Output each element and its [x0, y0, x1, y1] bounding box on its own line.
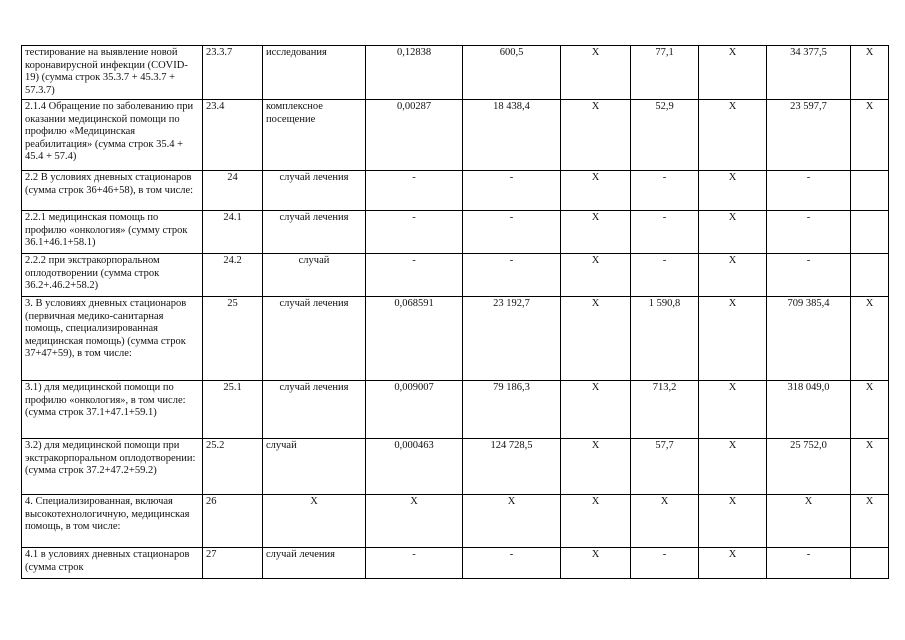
unit-cell: исследования [263, 46, 366, 100]
table-row [22, 254, 889, 297]
x-cell-3: X [851, 297, 889, 381]
total-cell: X [767, 495, 851, 548]
cost-cell: - [463, 254, 561, 297]
unit-cell: случай лечения [263, 171, 366, 211]
rate-cell: - [366, 254, 463, 297]
table-row [22, 46, 889, 100]
rate-cell: 0,009007 [366, 381, 463, 439]
rate-cell: - [366, 548, 463, 579]
table-row [22, 171, 889, 211]
code-cell: 25.1 [203, 381, 263, 439]
cost-cell: X [463, 495, 561, 548]
amount-cell: 1 590,8 [631, 297, 699, 381]
description-cell: 2.1.4 Обращение по заболеванию при оказании медицинской помощи по профилю «Медицинская реабилитация» (сумма строк 35.4 + 45.4 + 57.4) [22, 100, 203, 171]
rate-cell: - [366, 211, 463, 254]
total-cell: 23 597,7 [767, 100, 851, 171]
x-cell-3 [851, 548, 889, 579]
x-cell-3 [851, 254, 889, 297]
total-cell: - [767, 254, 851, 297]
unit-cell: случай лечения [263, 297, 366, 381]
x-cell-3 [851, 171, 889, 211]
x-cell: X [561, 439, 631, 495]
rate-cell: 0,000463 [366, 439, 463, 495]
cost-cell: - [463, 171, 561, 211]
x-cell: X [561, 548, 631, 579]
x-cell-2: X [699, 381, 767, 439]
rate-cell: 0,068591 [366, 297, 463, 381]
code-cell: 27 [203, 548, 263, 579]
code-cell: 24.1 [203, 211, 263, 254]
table-row [22, 100, 889, 171]
x-cell-2: X [699, 297, 767, 381]
table-body [22, 46, 889, 579]
x-cell-3: X [851, 381, 889, 439]
table-row [22, 548, 889, 579]
description-cell: 4. Специализированная, включая высокотехнологичную, медицинская помощь, в том числе: [22, 495, 203, 548]
table-row [22, 297, 889, 381]
unit-cell: случай [263, 254, 366, 297]
code-cell: 26 [203, 495, 263, 548]
x-cell-3: X [851, 439, 889, 495]
code-cell: 23.3.7 [203, 46, 263, 100]
total-cell: - [767, 171, 851, 211]
x-cell: X [561, 254, 631, 297]
code-cell: 24 [203, 171, 263, 211]
description-cell: 2.2 В условиях дневных стационаров (сумма строк 36+46+58), в том числе: [22, 171, 203, 211]
rate-cell: - [366, 171, 463, 211]
x-cell: X [561, 100, 631, 171]
x-cell-3: X [851, 46, 889, 100]
x-cell: X [561, 171, 631, 211]
amount-cell: 52,9 [631, 100, 699, 171]
table-row [22, 495, 889, 548]
unit-cell: комплексное посещение [263, 100, 366, 171]
cost-cell: - [463, 548, 561, 579]
cost-cell: 23 192,7 [463, 297, 561, 381]
x-cell-2: X [699, 211, 767, 254]
x-cell-2: X [699, 548, 767, 579]
description-cell: 3. В условиях дневных стационаров (первичная медико-санитарная помощь, специализированная медицинская помощь) (сумма строк 37+47+59), в том числе: [22, 297, 203, 381]
total-cell: - [767, 548, 851, 579]
description-cell: 2.2.2 при экстракорпоральном оплодотворении (сумма строк 36.2+.46.2+58.2) [22, 254, 203, 297]
x-cell-3: X [851, 495, 889, 548]
amount-cell: - [631, 254, 699, 297]
amount-cell: - [631, 211, 699, 254]
x-cell-2: X [699, 171, 767, 211]
x-cell-2: X [699, 100, 767, 171]
table-row [22, 381, 889, 439]
code-cell: 23.4 [203, 100, 263, 171]
unit-cell: случай [263, 439, 366, 495]
x-cell-3 [851, 211, 889, 254]
total-cell: - [767, 211, 851, 254]
x-cell: X [561, 211, 631, 254]
cost-cell: 79 186,3 [463, 381, 561, 439]
cost-cell: - [463, 211, 561, 254]
unit-cell: случай лечения [263, 381, 366, 439]
table-row [22, 211, 889, 254]
rate-cell: 0,00287 [366, 100, 463, 171]
x-cell: X [561, 495, 631, 548]
amount-cell: 57,7 [631, 439, 699, 495]
cost-cell: 124 728,5 [463, 439, 561, 495]
description-cell: 3.2) для медицинской помощи при экстракорпоральном оплодотворении: (сумма строк 37.2+47.2+59.2) [22, 439, 203, 495]
total-cell: 25 752,0 [767, 439, 851, 495]
cost-cell: 18 438,4 [463, 100, 561, 171]
rate-cell: X [366, 495, 463, 548]
code-cell: 25.2 [203, 439, 263, 495]
amount-cell: 713,2 [631, 381, 699, 439]
amount-cell: 77,1 [631, 46, 699, 100]
document-table [21, 45, 889, 579]
unit-cell: случай лечения [263, 211, 366, 254]
code-cell: 24.2 [203, 254, 263, 297]
amount-cell: - [631, 548, 699, 579]
total-cell: 34 377,5 [767, 46, 851, 100]
x-cell: X [561, 297, 631, 381]
table-row [22, 439, 889, 495]
cost-cell: 600,5 [463, 46, 561, 100]
x-cell-2: X [699, 439, 767, 495]
code-cell: 25 [203, 297, 263, 381]
x-cell: X [561, 381, 631, 439]
x-cell-2: X [699, 495, 767, 548]
description-cell: 4.1 в условиях дневных стационаров (сумма строк [22, 548, 203, 579]
amount-cell: - [631, 171, 699, 211]
total-cell: 709 385,4 [767, 297, 851, 381]
total-cell: 318 049,0 [767, 381, 851, 439]
description-cell: 2.2.1 медицинская помощь по профилю «онкология» (сумму строк 36.1+46.1+58.1) [22, 211, 203, 254]
amount-cell: X [631, 495, 699, 548]
description-cell: 3.1) для медицинской помощи по профилю «онкология», в том числе: (сумма строк 37.1+47.1+59.1) [22, 381, 203, 439]
unit-cell: X [263, 495, 366, 548]
rate-cell: 0,12838 [366, 46, 463, 100]
x-cell-2: X [699, 254, 767, 297]
x-cell-2: X [699, 46, 767, 100]
description-cell: тестирование на выявление новой коронавирусной инфекции (COVID-19) (сумма строк 35.3.7 + 45.3.7 + 57.3.7) [22, 46, 203, 100]
x-cell-3: X [851, 100, 889, 171]
unit-cell: случай лечения [263, 548, 366, 579]
x-cell: X [561, 46, 631, 100]
